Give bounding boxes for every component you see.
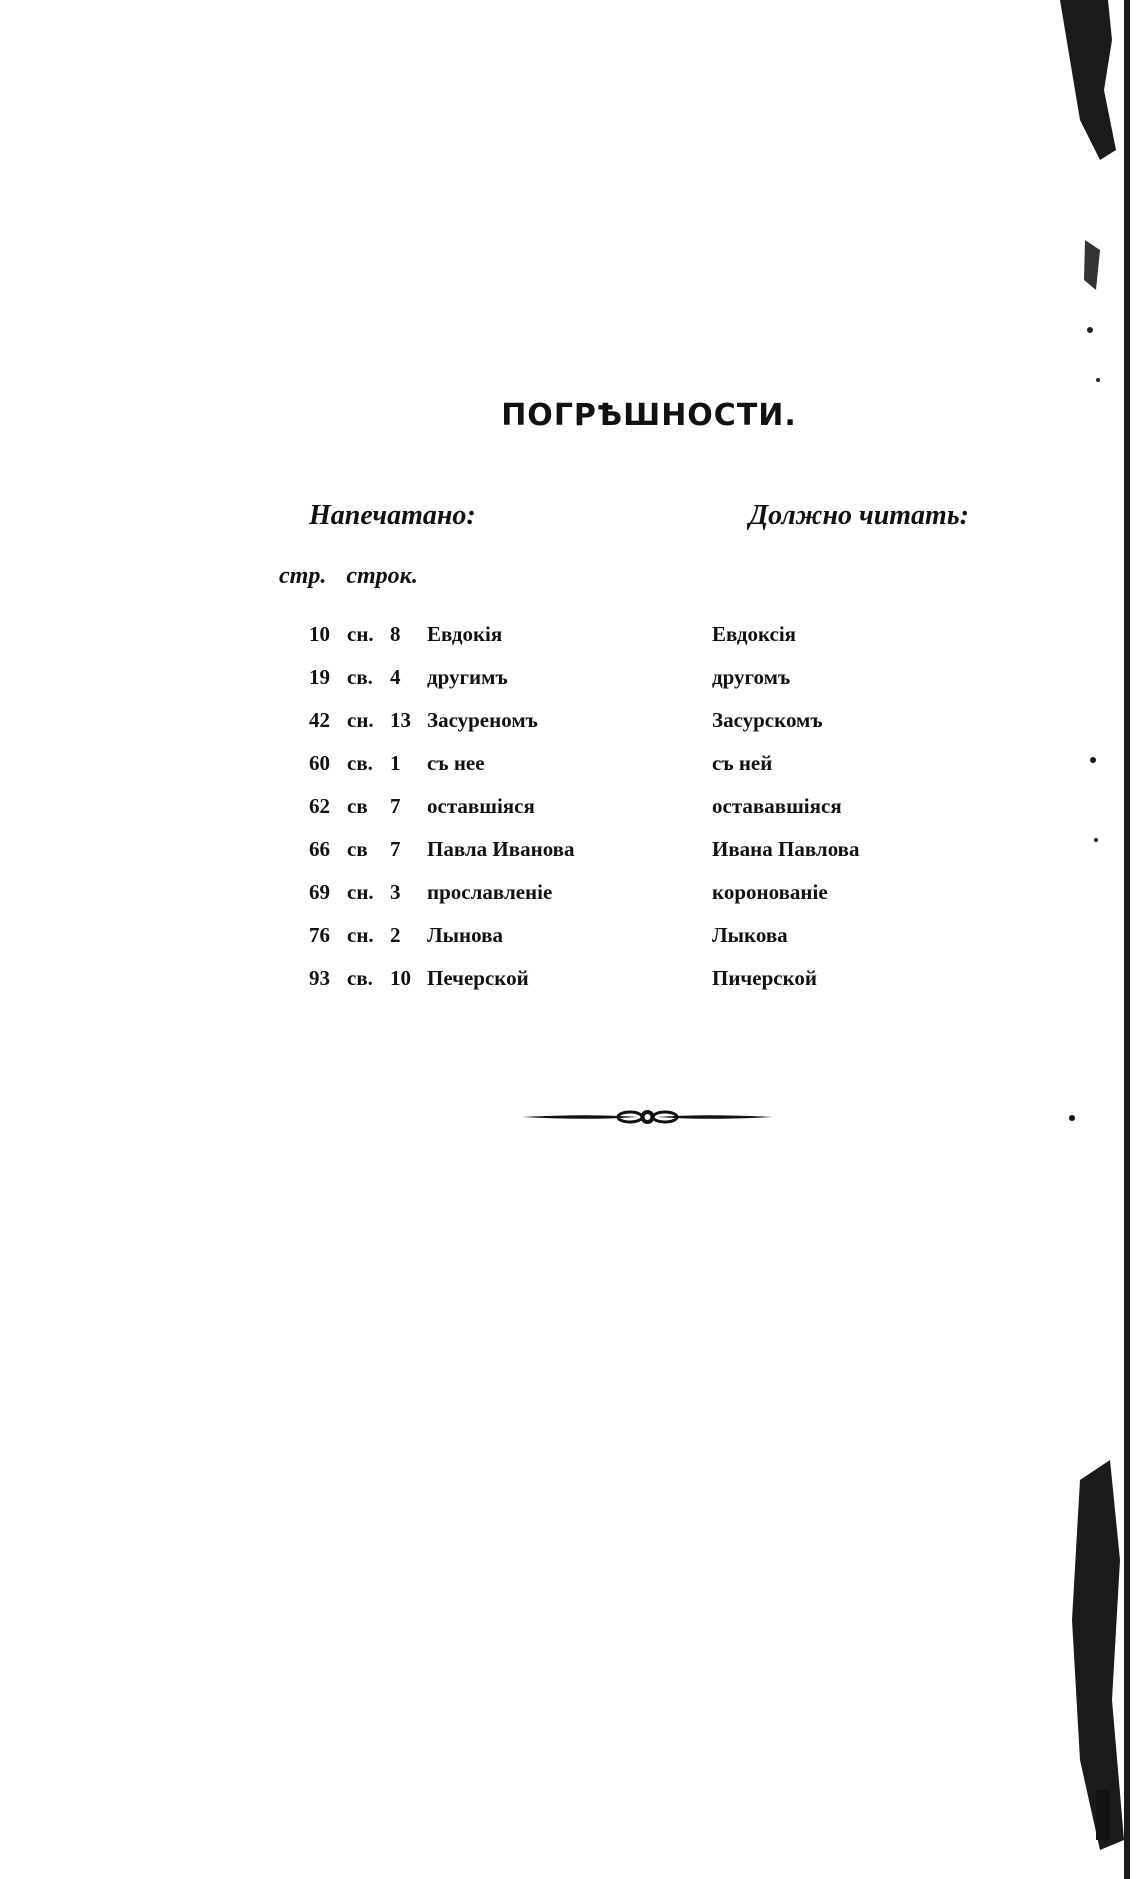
errata-position: св. xyxy=(347,751,373,775)
errata-page: 76 xyxy=(309,923,330,947)
errata-page: 10 xyxy=(309,622,330,646)
errata-printed: Лынова xyxy=(427,923,503,947)
errata-printed: Павла Иванова xyxy=(427,837,575,861)
errata-page: 66 xyxy=(309,837,330,861)
errata-printed: прославленіе xyxy=(427,880,553,904)
errata-position: сн. xyxy=(347,622,374,646)
errata-line: 2 xyxy=(390,923,401,947)
errata-line: 7 xyxy=(390,837,401,861)
errata-page: 42 xyxy=(309,708,330,732)
errata-row xyxy=(0,880,1140,923)
errata-position: сн. xyxy=(347,923,374,947)
errata-line: 13 xyxy=(390,708,411,732)
errata-row xyxy=(0,708,1140,751)
errata-printed: Печерской xyxy=(427,966,529,990)
errata-position: сн. xyxy=(347,880,374,904)
errata-page: 93 xyxy=(309,966,330,990)
errata-row xyxy=(0,665,1140,708)
errata-correct: Пичерской xyxy=(712,966,818,990)
errata-correct: Евдоксія xyxy=(712,622,797,646)
errata-row xyxy=(0,966,1140,1009)
subheader-line-label: строк. xyxy=(346,563,418,589)
errata-position: св xyxy=(347,837,368,861)
errata-position: св xyxy=(347,794,368,818)
errata-printed: Евдокія xyxy=(427,622,503,646)
errata-page: 69 xyxy=(309,880,330,904)
errata-line: 4 xyxy=(390,665,401,689)
subheader xyxy=(279,563,418,590)
errata-correct: съ ней xyxy=(712,751,773,775)
column-header-printed: Напечатано: xyxy=(309,500,476,531)
errata-correct: Засурскомъ xyxy=(712,708,823,732)
decorative-rule-icon xyxy=(520,1105,775,1129)
errata-position: сн. xyxy=(347,708,374,732)
errata-printed: Засуреномъ xyxy=(427,708,538,732)
errata-row xyxy=(0,622,1140,665)
errata-line: 7 xyxy=(390,794,401,818)
errata-correct: Ивана Павлова xyxy=(712,837,860,861)
errata-position: св. xyxy=(347,966,373,990)
errata-line: 1 xyxy=(390,751,401,775)
errata-row xyxy=(0,837,1140,880)
errata-page: 62 xyxy=(309,794,330,818)
subheader-page-label: стр. xyxy=(279,563,327,589)
errata-correct: Лыкова xyxy=(712,923,788,947)
errata-correct: коронованіе xyxy=(712,880,828,904)
errata-line: 3 xyxy=(390,880,401,904)
errata-list xyxy=(0,622,1140,1009)
errata-line: 10 xyxy=(390,966,411,990)
errata-correct: остававшіяся xyxy=(712,794,842,818)
errata-line: 8 xyxy=(390,622,401,646)
errata-page: 60 xyxy=(309,751,330,775)
errata-printed: съ нее xyxy=(427,751,485,775)
errata-correct: другомъ xyxy=(712,665,791,689)
page-title: ПОГРѢШНОСТИ. xyxy=(501,398,797,433)
errata-printed: другимъ xyxy=(427,665,508,689)
errata-position: св. xyxy=(347,665,373,689)
column-header-correct: Должно читать: xyxy=(749,500,969,531)
errata-row xyxy=(0,923,1140,966)
errata-page: 19 xyxy=(309,665,330,689)
errata-row xyxy=(0,751,1140,794)
errata-printed: оставшіяся xyxy=(427,794,535,818)
errata-row xyxy=(0,794,1140,837)
